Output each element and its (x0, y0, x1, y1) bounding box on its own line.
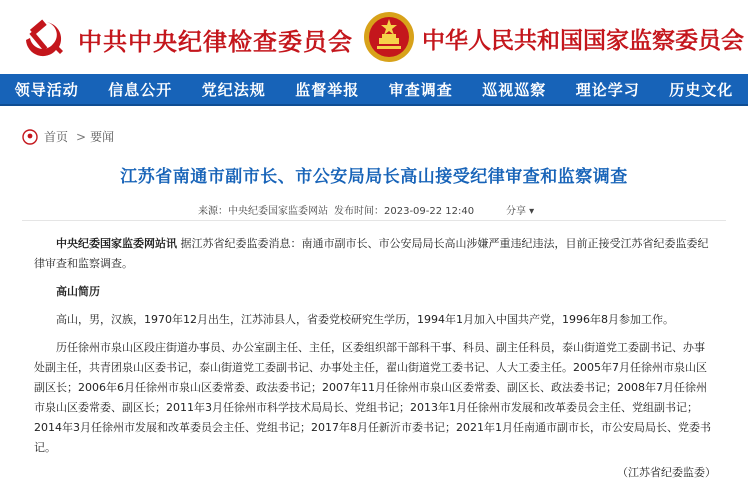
breadcrumb-section[interactable]: 要闻 (90, 130, 115, 144)
share-button[interactable] (506, 202, 534, 217)
org-name-cpc[interactable]: 中共中央纪律检查委员会 (78, 27, 353, 56)
location-pin-icon (22, 129, 38, 145)
bio-heading-text: 高山简历 (56, 285, 100, 298)
article-footer-source: （江苏省纪委监委） (617, 466, 716, 479)
article-title: 江苏省南通市副市长、市公安局局长高山接受纪律审查和监察调查 (120, 167, 628, 187)
lead-source: 中央纪委国家监委网站讯 (56, 237, 177, 250)
nav-item-regulations[interactable]: 党纪法规 (201, 80, 266, 99)
breadcrumb-separator: > (76, 129, 87, 144)
share-label: 分享 (506, 206, 526, 217)
nav-item-reporting[interactable]: 监督举报 (295, 80, 360, 99)
breadcrumb-home[interactable]: 首页 (44, 130, 69, 144)
lead-text: 据江苏省纪委监委消息：南通市副市长、市公安局局长高山涉嫌严重违纪违法，目前正接受江苏省纪委监委纪律审查和监察调查。 (34, 237, 709, 270)
divider (22, 220, 726, 221)
nav-item-disclosure[interactable]: 信息公开 (108, 80, 173, 99)
nav-item-history[interactable]: 历史文化 (669, 80, 734, 99)
bio-career: 历任徐州市泉山区段庄街道办事员、办公室副主任、主任，区委组织部干部科干事、科员、副主任科员，泰山街道党工委副书记、办事处副主任，共青团泉山区委书记，泰山街道党工委副书记、办事处主任，翟山街道党工委书记、人大工委主任。2005年7月任徐州市泉山区副区长；2006年6月任徐州市泉山区委常委、政法委书记；2007年11月任徐州市泉山区委常委、副区长、政法委书记；2008年7月任徐州市泉山区委常委、副区长；2011年3月任徐州市科学技术局局长、党组书记；2013年1月任徐州市发展和改革委员会主任、党组副书记；2014年3月任徐州市发展和改革委员会主任、党组书记；2017年8月任新沂市委书记；2021年1月任南通市副市长，市公安局局长、党委书记。 (34, 341, 711, 454)
national-emblem-icon[interactable] (362, 10, 416, 64)
hammer-sickle-icon[interactable] (16, 10, 70, 64)
nav-item-inspection[interactable]: 巡视巡察 (482, 80, 547, 99)
nav-item-theory[interactable]: 理论学习 (575, 80, 640, 99)
article-date: 发布时间：2023-09-22 12:40 (334, 206, 475, 217)
site-header (0, 0, 748, 74)
lead-paragraph (34, 234, 714, 274)
main-nav (0, 74, 748, 106)
bio-intro: 高山，男，汉族，1970年12月出生，江苏沛县人，省委党校研究生学历，1994年1月加入中国共产党，1996年8月参加工作。 (56, 313, 674, 326)
nav-item-investigation[interactable]: 审查调查 (388, 80, 453, 99)
chevron-down-icon: ▾ (526, 206, 535, 217)
bio-heading (34, 282, 714, 302)
org-name-nsc[interactable]: 中华人民共和国国家监察委员会 (422, 27, 744, 54)
article-body (34, 234, 714, 466)
nav-item-leadership[interactable]: 领导活动 (14, 80, 79, 99)
breadcrumb (22, 128, 118, 145)
article-source: 来源：中央纪委国家监委网站 (198, 206, 328, 217)
